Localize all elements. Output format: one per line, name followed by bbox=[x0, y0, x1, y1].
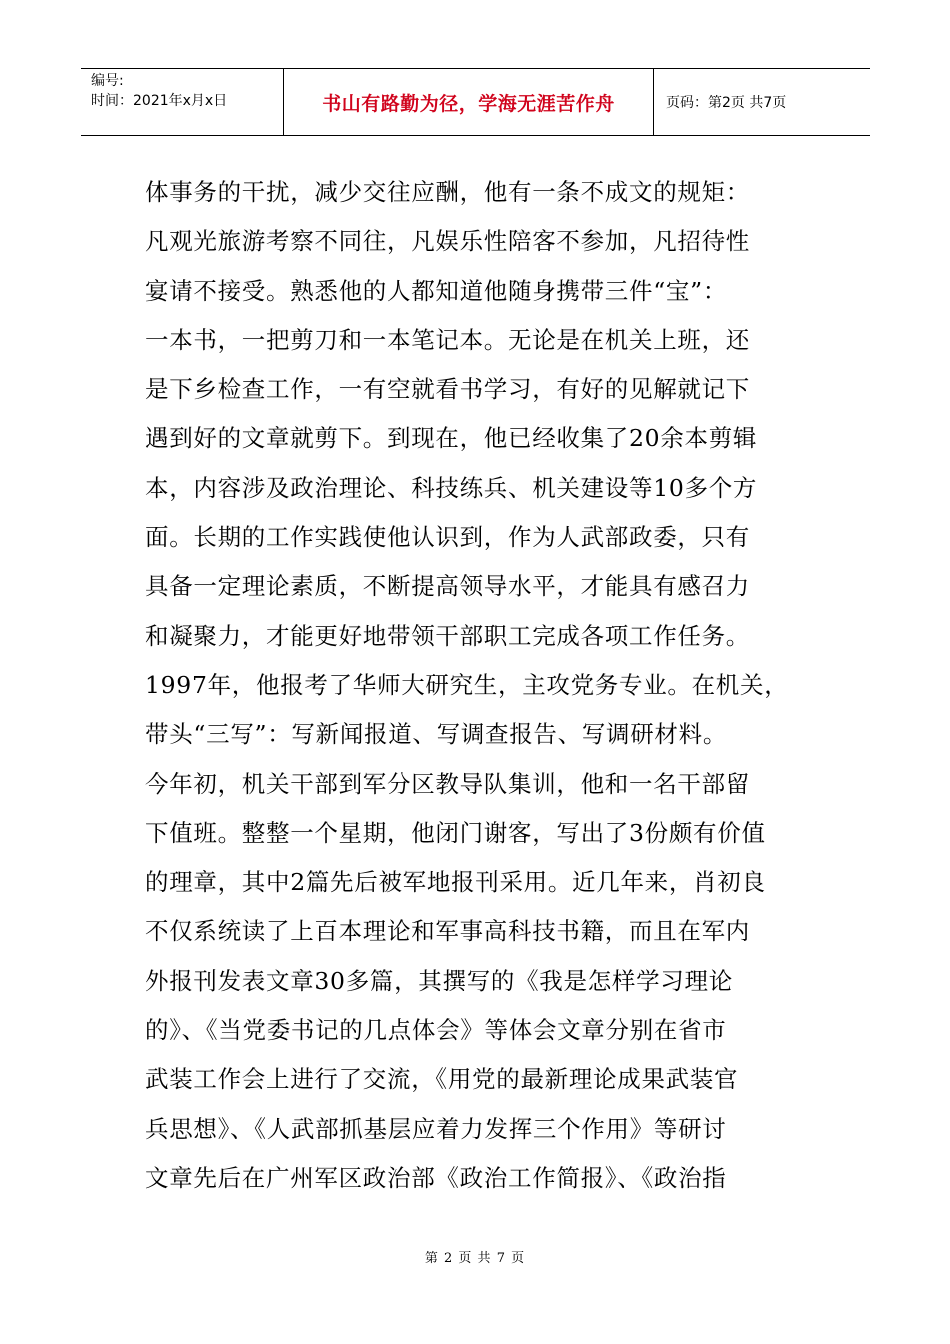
text-line: 带头“三写”：写新闻报道、写调查报告、写调研材料。 bbox=[145, 720, 728, 749]
body-text bbox=[145, 168, 815, 1203]
text-line: 一本书，一把剪刀和一本笔记本。无论是在机关上班，还 bbox=[145, 325, 750, 354]
header-page-info: 页码：第2页 共7页 bbox=[666, 95, 787, 111]
text-line: 体事务的干扰，减少交往应酬，他有一条不成文的规矩： bbox=[145, 178, 750, 206]
text-line: 遇到好的文章就剪下。到现在，他已经收集了20余本剪辑 bbox=[145, 424, 758, 453]
header-meta bbox=[81, 69, 283, 135]
document-time: 时间：2021年x月x日 bbox=[91, 93, 228, 109]
text-line: 1997年，他报考了华师大研究生，主攻党务专业。在机关， bbox=[145, 670, 789, 699]
document-header bbox=[81, 68, 870, 136]
text-line: 今年初，机关干部到军分区教导队集训，他和一名干部留 bbox=[145, 769, 750, 798]
text-line: 外报刊发表文章30多篇，其撰写的《我是怎样学习理论 bbox=[145, 966, 733, 995]
text-line: 的》、《当党委书记的几点体会》等体会文章分别在省市 bbox=[145, 1016, 727, 1045]
text-line: 凡观光旅游考察不同往，凡娱乐性陪客不参加，凡招待性 bbox=[145, 227, 750, 256]
text-line: 具备一定理论素质，不断提高领导水平，才能具有感召力 bbox=[145, 572, 750, 601]
header-motto: 书山有路勤为径，学海无涯苦作舟 bbox=[322, 92, 615, 115]
text-line: 的理章，其中2篇先后被军地报刊采用。近几年来，肖初良 bbox=[145, 868, 766, 897]
page-footer: 第 2 页 共 7 页 bbox=[424, 1251, 526, 1266]
text-line: 武装工作会上进行了交流，《用党的最新理论成果武装官 bbox=[145, 1065, 739, 1094]
text-line: 下值班。整整一个星期，他闭门谢客，写出了3份颇有价值 bbox=[145, 818, 766, 847]
text-line: 是下乡检查工作，一有空就看书学习，有好的见解就记下 bbox=[145, 375, 750, 404]
text-line: 和凝聚力，才能更好地带领干部职工完成各项工作任务。 bbox=[145, 621, 750, 650]
document-number-label: 编号: bbox=[91, 73, 124, 89]
text-line: 兵思想》、《人武部抓基层应着力发挥三个作用》等研讨 bbox=[145, 1114, 727, 1143]
text-line: 宴请不接受。熟悉他的人都知道他随身携带三件“宝”： bbox=[145, 276, 728, 305]
text-line: 文章先后在广州军区政治部《政治工作简报》、《政治指 bbox=[145, 1163, 727, 1192]
text-line: 本，内容涉及政治理论、科技练兵、机关建设等10多个方 bbox=[145, 473, 758, 502]
text-line: 面。长期的工作实践使他认识到，作为人武部政委，只有 bbox=[145, 523, 750, 552]
text-line: 不仅系统读了上百本理论和军事高科技书籍，而且在军内 bbox=[145, 917, 750, 946]
header-motto-cell bbox=[283, 69, 654, 135]
header-page-info-cell bbox=[654, 69, 870, 135]
